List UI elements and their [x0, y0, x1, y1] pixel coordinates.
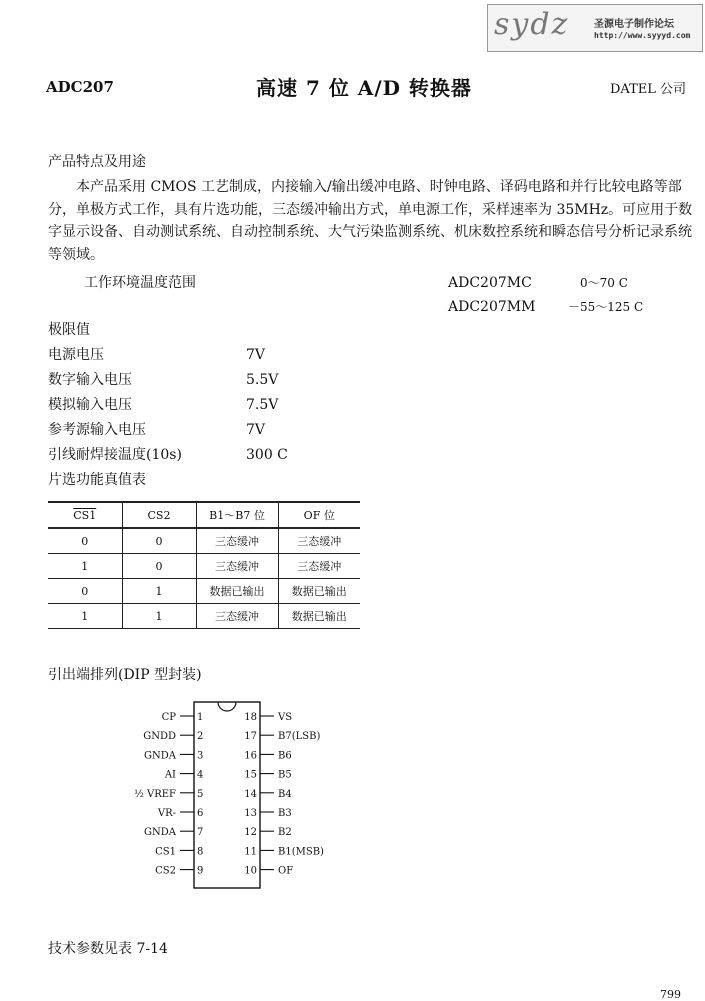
- temp-range-mc: 0～70 C: [580, 276, 628, 290]
- limit-label: 模拟输入电压: [48, 397, 132, 413]
- table-cell: 数据已输出: [196, 579, 278, 604]
- pin-number: 13: [244, 808, 257, 819]
- column-header-b-bits: B1～B7 位: [196, 502, 278, 528]
- pin-number: 15: [244, 769, 257, 781]
- pin-name: GNDD: [143, 731, 176, 743]
- temp-range-mm: －55～125 C: [568, 300, 644, 314]
- pinout-heading: 引出端排列(DIP 型封装): [48, 667, 202, 683]
- table-cell: 1: [81, 609, 89, 623]
- pin-number: 17: [244, 731, 257, 743]
- pin-number: 9: [197, 865, 204, 877]
- pin-number: 5: [197, 788, 204, 800]
- pin-name: OF: [278, 865, 294, 877]
- pin-number: 16: [244, 750, 257, 762]
- table-cell: 1: [122, 579, 196, 604]
- watermark-url: http://www.syyyd.com: [594, 31, 691, 40]
- table-cell: 三态缓冲: [196, 528, 278, 554]
- column-header-cs2: CS2: [122, 502, 196, 528]
- table-cell: 0: [122, 528, 196, 554]
- limit-value: 7V: [246, 422, 266, 438]
- pin-name: GNDA: [144, 750, 176, 762]
- pin-number: 7: [197, 827, 204, 839]
- manufacturer: DATEL 公司: [610, 82, 687, 97]
- footer-note: 技术参数见表 7-14: [48, 941, 168, 957]
- table-cell: 数据已输出: [278, 579, 360, 604]
- table-row: [48, 604, 360, 629]
- temp-range-label: 工作环境温度范围: [84, 275, 196, 291]
- left-pin-group: [134, 712, 203, 877]
- table-cell: 0: [122, 554, 196, 579]
- pin-number: 14: [244, 788, 257, 800]
- page-number: 799: [660, 988, 681, 1001]
- limit-label: 参考源输入电压: [48, 422, 146, 438]
- features-paragraph: 本产品采用 CMOS 工艺制成，内接输入/输出缓冲电路、时钟电路、译码电路和并行比较电路等部分，单极方式工作，具有片选功能，三态缓冲输出方式，单电源工作，采样速率为 35MHz。可应用于数字显示设备、自动测试系统、自动控制系统、大气污染监测系统、机床数控系统和瞬态信号分析记录系统等领域。: [48, 179, 693, 263]
- pin-name: CP: [161, 712, 176, 723]
- dip-package-svg: [60, 696, 400, 896]
- page-title: 高速 7 位 A/D 转换器: [256, 76, 472, 100]
- limit-label: 引线耐焊接温度(10s): [48, 447, 182, 463]
- model-number: ADC207: [46, 78, 114, 96]
- pin-name: AI: [164, 769, 176, 781]
- pin-name: B3: [278, 808, 292, 819]
- pin-name: B5: [278, 769, 292, 781]
- table-cell: 三态缓冲: [278, 528, 360, 554]
- limit-value: 5.5V: [246, 372, 279, 388]
- limit-value: 300 C: [246, 447, 288, 463]
- table-cell: 三态缓冲: [196, 604, 278, 629]
- pin-name: B2: [278, 827, 292, 839]
- table-cell: 1: [81, 559, 89, 573]
- column-header-of-bit: OF 位: [278, 502, 360, 528]
- limit-label: 数字输入电压: [48, 372, 132, 388]
- pin1-notch: [218, 702, 236, 711]
- pin-number: 4: [197, 769, 204, 781]
- limit-label: 电源电压: [48, 347, 104, 363]
- table-cell: 0: [81, 584, 89, 598]
- pin-name: B7(LSB): [278, 731, 321, 743]
- features-heading: 产品特点及用途: [48, 154, 146, 170]
- pin-name: VS: [278, 712, 293, 723]
- table-cell: 三态缓冲: [278, 554, 360, 579]
- table-row: [48, 579, 360, 604]
- pin-number: 10: [244, 865, 257, 877]
- temp-model-mm: ADC207MM: [448, 299, 536, 315]
- pin-number: 3: [197, 750, 204, 762]
- watermark: [487, 4, 703, 52]
- table-cell: 数据已输出: [278, 604, 360, 629]
- pin-name: ½ VREF: [134, 788, 176, 800]
- table-row: [48, 528, 360, 554]
- truth-table-header-row: [48, 502, 360, 528]
- right-pin-group: [244, 712, 324, 877]
- pin-number: 8: [197, 846, 204, 858]
- pin-name: B1(MSB): [278, 846, 324, 858]
- pin-name: CS2: [155, 865, 176, 877]
- truth-table-heading: 片选功能真值表: [48, 472, 146, 488]
- pin-number: 11: [244, 846, 257, 858]
- limit-value: 7.5V: [246, 397, 279, 413]
- pin-number: 1: [197, 712, 204, 723]
- pin-number: 6: [197, 808, 204, 819]
- table-cell: 0: [81, 534, 89, 548]
- pin-name: B4: [278, 788, 292, 800]
- table-row: [48, 554, 360, 579]
- limit-value: 7V: [246, 347, 266, 363]
- temp-model-mc: ADC207MC: [448, 275, 532, 291]
- table-cell: 三态缓冲: [196, 554, 278, 579]
- pin-name: GNDA: [144, 827, 176, 839]
- watermark-name: 圣源电子制作论坛: [594, 19, 674, 30]
- table-cell: 1: [122, 604, 196, 629]
- dip-pinout-diagram: [60, 696, 400, 896]
- watermark-logo: sydz: [494, 7, 570, 42]
- pin-number: 12: [244, 827, 257, 839]
- limits-heading: 极限值: [48, 322, 90, 338]
- pin-number: 18: [244, 712, 257, 723]
- pin-name: VR-: [157, 808, 176, 819]
- pin-number: 2: [197, 731, 204, 743]
- truth-table: [48, 501, 360, 629]
- column-header-cs1: CS1: [73, 508, 97, 522]
- pin-name: B6: [278, 750, 292, 762]
- pin-name: CS1: [155, 846, 176, 858]
